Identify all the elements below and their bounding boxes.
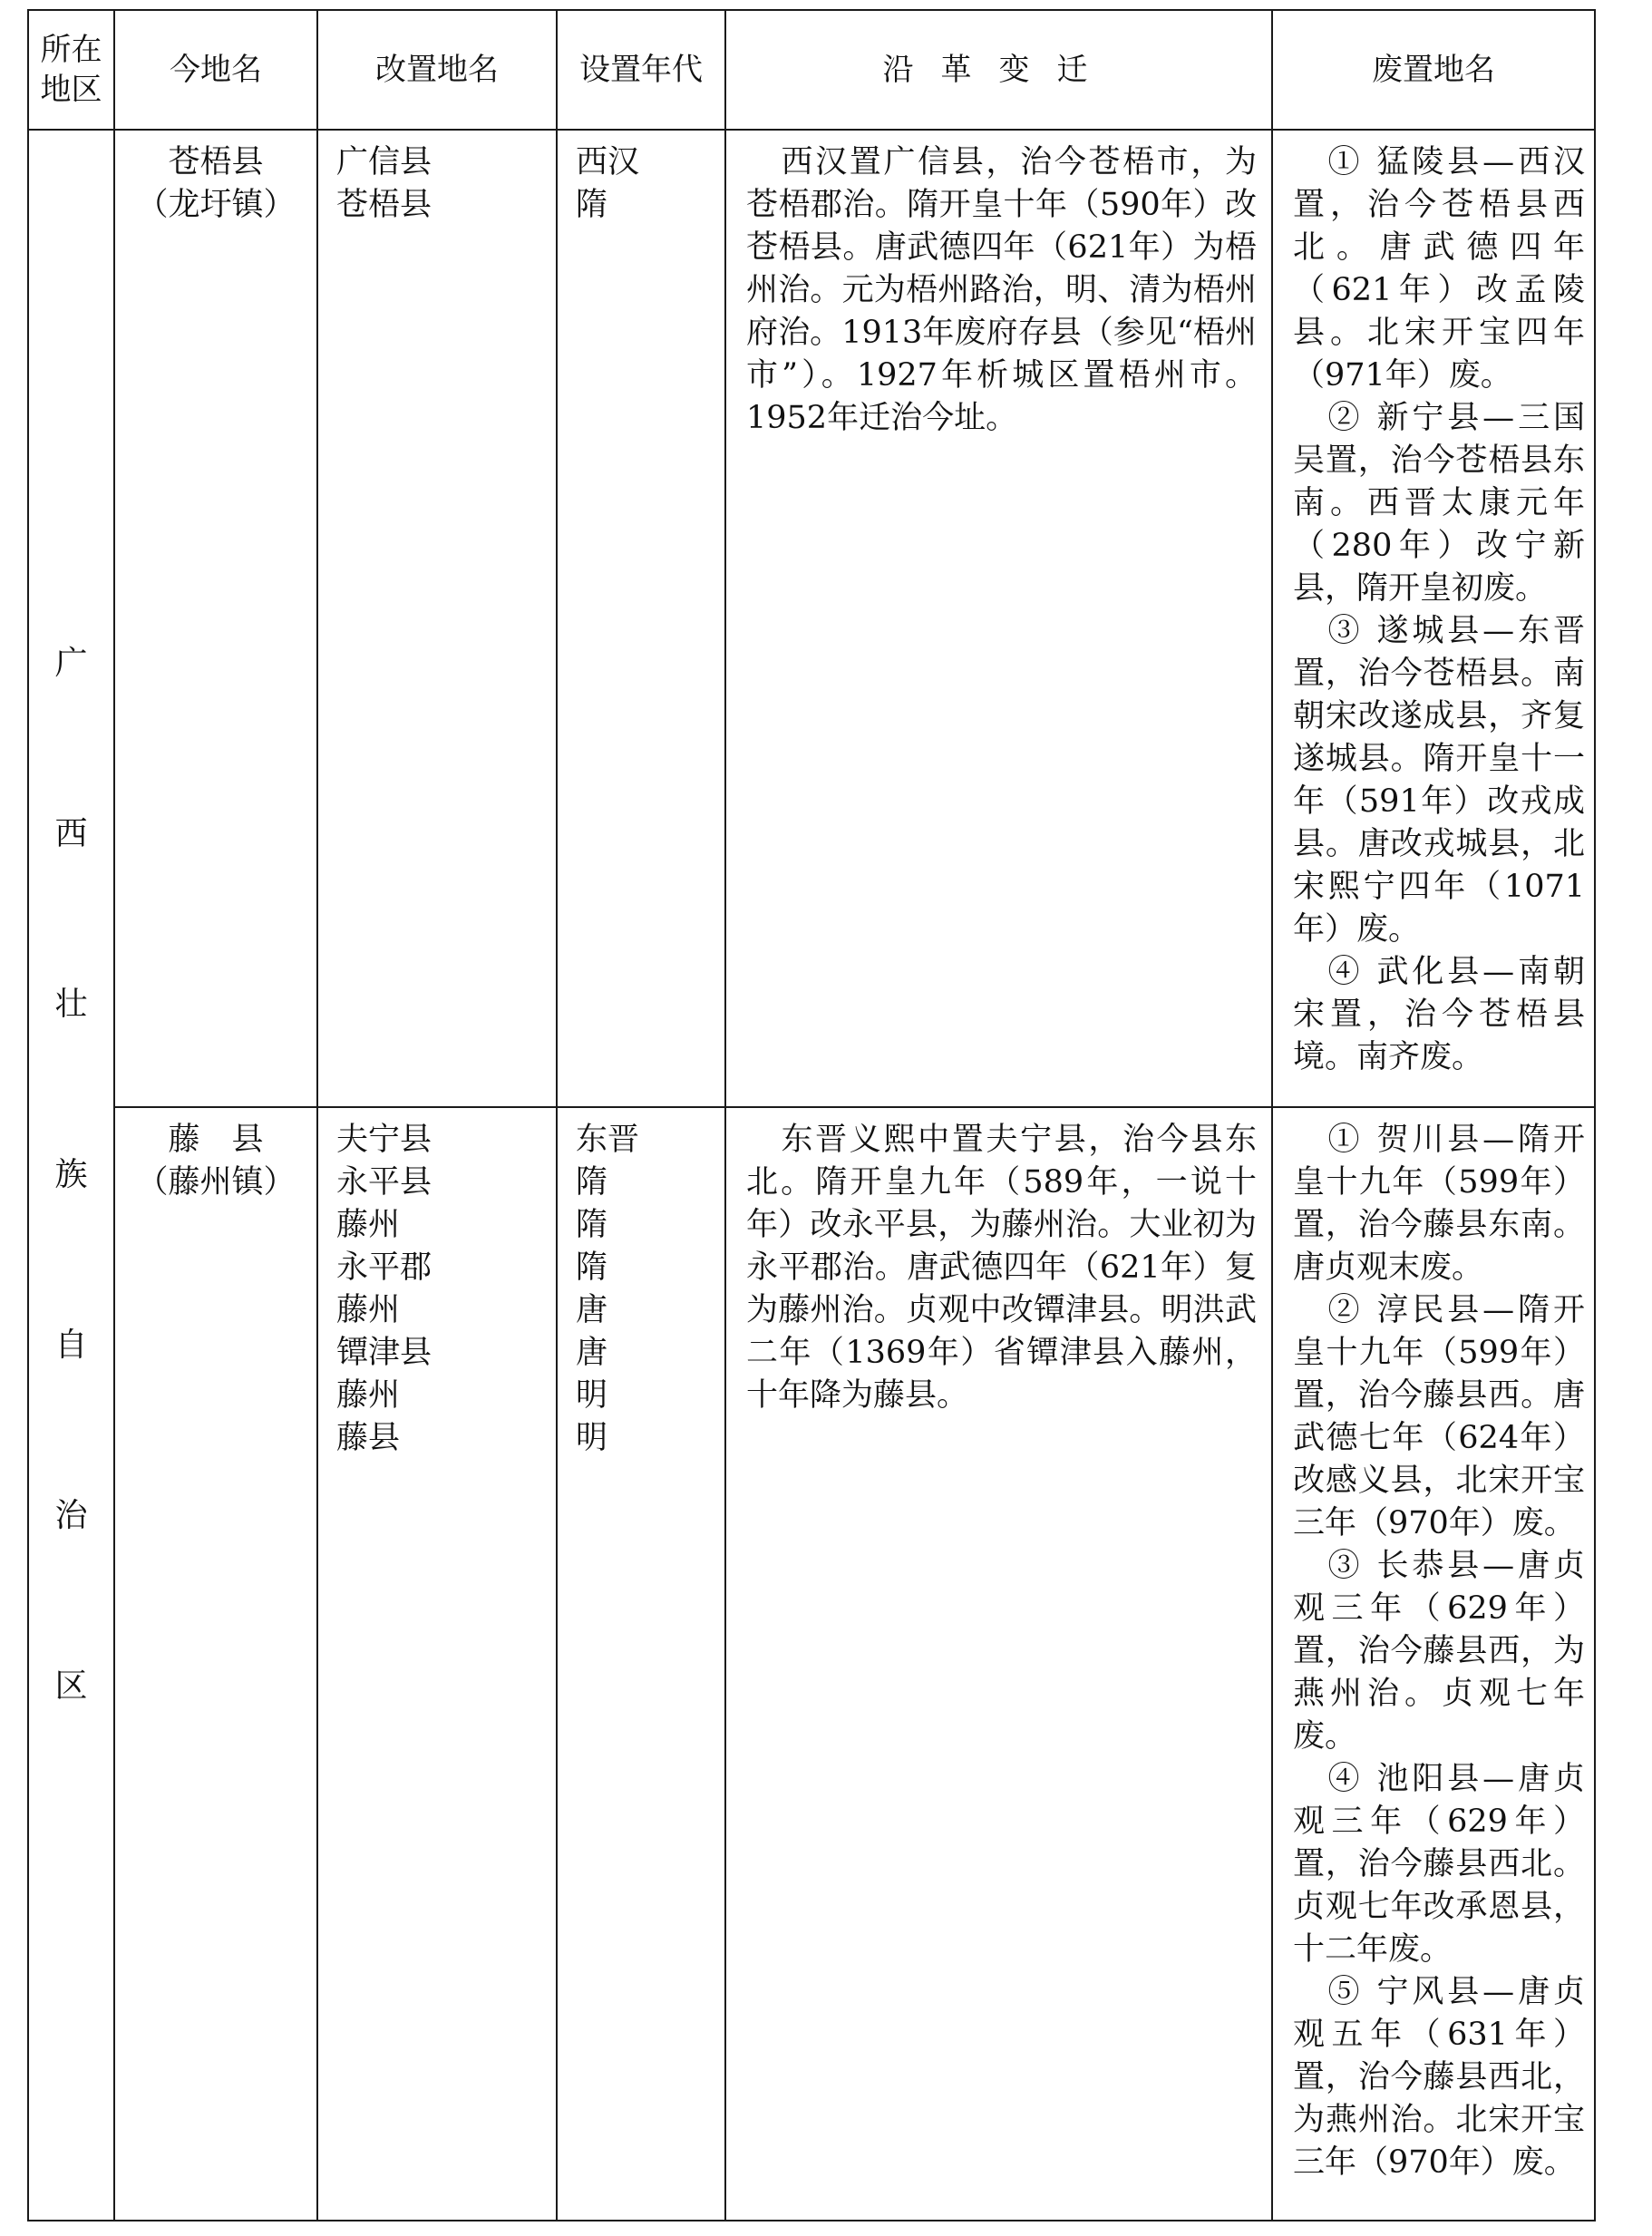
gazetteer-table <box>27 9 1596 2221</box>
header-abolished: 废置地名 <box>1272 10 1595 130</box>
changed-names-cell <box>317 1107 557 2221</box>
table-row <box>28 130 1595 1107</box>
changed-name: 永平县 <box>336 1164 432 1201</box>
era: 隋 <box>576 187 608 223</box>
era: 唐 <box>576 1335 608 1371</box>
current-name: 藤 县 <box>168 1122 264 1158</box>
era: 西汉 <box>576 144 640 180</box>
header-history: 沿革变迁 <box>725 10 1272 130</box>
changed-name: 永平郡 <box>336 1249 432 1286</box>
era: 明 <box>576 1377 608 1414</box>
changed-name: 镡津县 <box>336 1335 432 1371</box>
table-row <box>28 1107 1595 2221</box>
current-name: 苍梧县 <box>168 144 264 180</box>
era: 明 <box>576 1420 608 1456</box>
header-changed-name: 改置地名 <box>317 10 557 130</box>
abolished-entry: ② 新宁县—三国吴置，治今苍梧县东南。西晋太康元年（280年）改宁新县，隋开皇初废。 <box>1293 400 1585 607</box>
header-era: 设置年代 <box>557 10 725 130</box>
abolished-entry: ④ 池阳县—唐贞观三年（629年）置，治今藤县西北。贞观七年改承恩县，十二年废。 <box>1293 1761 1585 1968</box>
history-cell <box>725 130 1272 1107</box>
abolished-entry: ① 贺川县—隋开皇十九年（599年）置，治今藤县东南。唐贞观末废。 <box>1293 1122 1585 1286</box>
abolished-entry: ③ 遂城县—东晋置，治今苍梧县。南朝宋改遂成县，齐复遂城县。隋开皇十一年（591年）改戎成县。唐改戎城县，北宋熙宁四年（1071年）废。 <box>1293 613 1585 948</box>
abolished-entry: ③ 长恭县—唐贞观三年（629年）置，治今藤县西，为燕州治。贞观七年废。 <box>1293 1548 1585 1755</box>
history-text: 西汉置广信县，治今苍梧市，为苍梧郡治。隋开皇十年（590年）改苍梧县。唐武德四年（621年）为梧州治。元为梧州路治，明、清为梧州府治。1913年废府存县（参见“梧州市”）。1927年析城区置梧州市。1952年迁治今址。 <box>746 144 1257 436</box>
era: 唐 <box>576 1292 608 1328</box>
current-name-cell <box>114 1107 317 2221</box>
changed-name: 夫宁县 <box>336 1122 432 1158</box>
region-char: 壮 <box>54 986 88 1023</box>
region-cell <box>28 130 114 2221</box>
region-char: 自 <box>54 1327 88 1364</box>
header-current-name: 今地名 <box>114 10 317 130</box>
header-region: 所在地区 <box>28 10 114 130</box>
current-seat: （藤州镇） <box>136 1164 296 1201</box>
abolished-entry: ① 猛陵县—西汉置，治今苍梧县西北。唐武德四年（621年）改孟陵县。北宋开宝四年（971年）废。 <box>1293 144 1585 394</box>
era: 隋 <box>576 1249 608 1286</box>
region-char: 广 <box>54 645 88 682</box>
changed-name: 藤州 <box>336 1207 401 1243</box>
changed-name: 藤州 <box>336 1292 401 1328</box>
era: 隋 <box>576 1207 608 1243</box>
changed-name: 苍梧县 <box>336 187 432 223</box>
changed-name: 藤州 <box>336 1377 401 1414</box>
eras-cell <box>557 130 725 1107</box>
current-name-cell <box>114 130 317 1107</box>
region-char: 区 <box>54 1667 88 1705</box>
changed-name: 广信县 <box>336 144 432 180</box>
region-char: 治 <box>54 1497 88 1534</box>
abolished-entry: ④ 武化县—南朝宋置，治今苍梧县境。南齐废。 <box>1293 954 1585 1075</box>
header-row <box>28 10 1595 130</box>
history-cell <box>725 1107 1272 2221</box>
abolished-cell <box>1272 130 1595 1107</box>
abolished-entry: ⑤ 宁风县—唐贞观五年（631年）置，治今藤县西北，为燕州治。北宋开宝三年（970年）废。 <box>1293 1974 1585 2181</box>
abolished-entry: ② 淳民县—隋开皇十九年（599年）置，治今藤县西。唐武德七年（624年）改感义县，北宋开宝三年（970年）废。 <box>1293 1292 1585 1541</box>
region-char: 西 <box>54 815 88 852</box>
era: 隋 <box>576 1164 608 1201</box>
eras-cell <box>557 1107 725 2221</box>
history-text: 东晋义熙中置夫宁县，治今县东北。隋开皇九年（589年，一说十年）改永平县，为藤州治。大业初为永平郡治。唐武德四年（621年）复为藤州治。贞观中改镡津县。明洪武二年（1369年）省镡津县入藤州，十年降为藤县。 <box>746 1122 1257 1414</box>
era: 东晋 <box>576 1122 640 1158</box>
current-seat: （龙圩镇） <box>136 187 296 223</box>
changed-name: 藤县 <box>336 1420 401 1456</box>
abolished-cell <box>1272 1107 1595 2221</box>
region-char: 族 <box>54 1156 88 1193</box>
changed-names-cell <box>317 130 557 1107</box>
